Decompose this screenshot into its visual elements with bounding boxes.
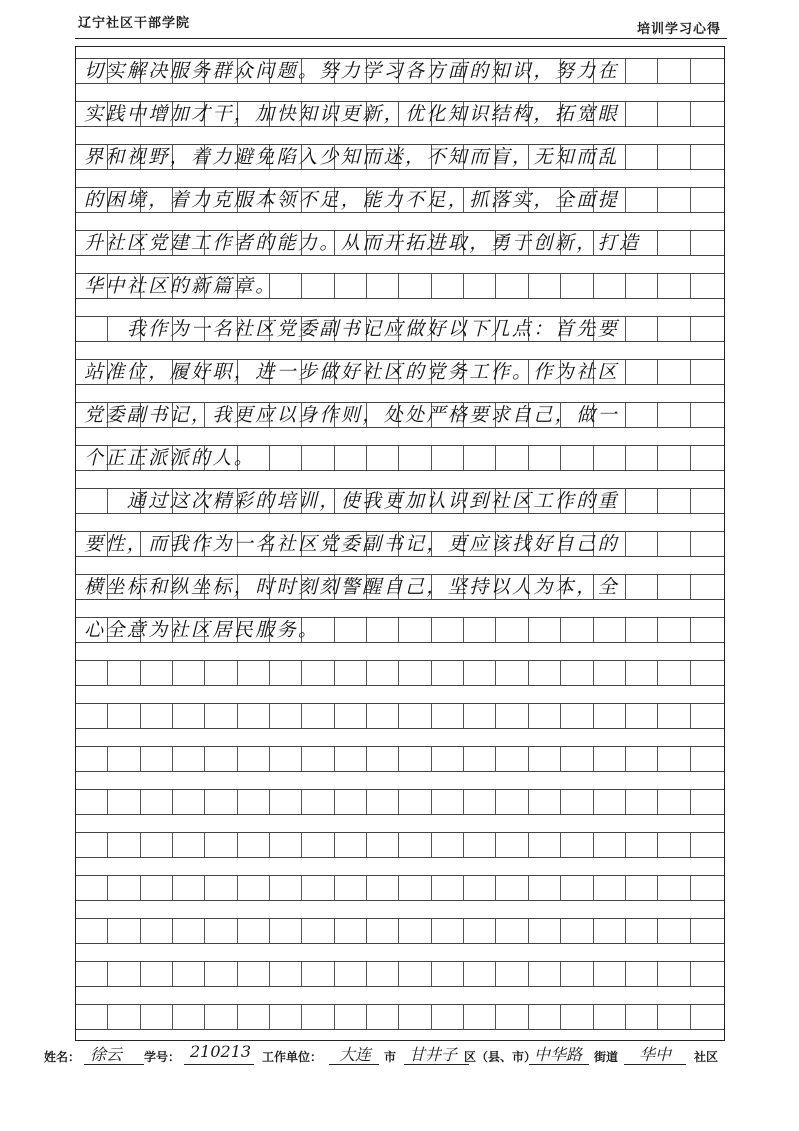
- city-label: 市: [384, 1050, 397, 1064]
- grid-cell: [399, 661, 431, 685]
- grid-cell: [626, 747, 658, 771]
- district-value: 甘井子: [409, 1045, 458, 1064]
- grid-cell: [464, 446, 496, 470]
- grid-cell: [173, 833, 205, 857]
- grid-cell: [238, 919, 270, 943]
- grid-cell: [691, 833, 723, 857]
- grid-cell: [496, 1005, 528, 1029]
- grid-cell: [367, 876, 399, 900]
- grid-cell: [432, 446, 464, 470]
- grid-cell: [464, 274, 496, 298]
- name-underline: [84, 1064, 144, 1065]
- community-value: 华中: [639, 1045, 672, 1064]
- grid-cell: [76, 661, 108, 685]
- grid-cell: [76, 747, 108, 771]
- grid-cell: [432, 962, 464, 986]
- grid-cell: [399, 704, 431, 728]
- grid-cell: [529, 833, 561, 857]
- grid-cell: [658, 59, 690, 83]
- student-id-value: 210213: [190, 1042, 252, 1061]
- grid-cell: [626, 403, 658, 427]
- grid-row: [76, 1004, 724, 1030]
- grid-row: [76, 875, 724, 901]
- grid-cell: [626, 360, 658, 384]
- grid-cell: [594, 618, 626, 642]
- street-label: 街道: [594, 1050, 619, 1064]
- grid-cell: [432, 661, 464, 685]
- grid-cell: [335, 274, 367, 298]
- grid-cell: [626, 446, 658, 470]
- grid-cell: [561, 661, 593, 685]
- grid-cell: [496, 876, 528, 900]
- grid-cell: [464, 919, 496, 943]
- grid-cell: [141, 1005, 173, 1029]
- grid-cell: [529, 274, 561, 298]
- grid-cell: [658, 790, 690, 814]
- grid-cell: [691, 403, 723, 427]
- grid-cell: [302, 274, 334, 298]
- grid-cell: [367, 833, 399, 857]
- grid-cell: [561, 274, 593, 298]
- grid-cell: [561, 704, 593, 728]
- grid-cell: [626, 489, 658, 513]
- grid-cell: [691, 59, 723, 83]
- grid-cell: [302, 446, 334, 470]
- grid-cell: [270, 747, 302, 771]
- essay-line: 华中社区的新篇章。: [84, 275, 277, 297]
- grid-cell: [367, 661, 399, 685]
- grid-cell: [691, 145, 723, 169]
- grid-cell: [691, 790, 723, 814]
- grid-cell: [270, 919, 302, 943]
- grid-row: [76, 961, 724, 987]
- grid-cell: [529, 704, 561, 728]
- grid-cell: [302, 747, 334, 771]
- grid-cell: [205, 790, 237, 814]
- grid-cell: [399, 919, 431, 943]
- grid-cell: [561, 919, 593, 943]
- grid-cell: [141, 790, 173, 814]
- grid-cell: [691, 317, 723, 341]
- grid-cell: [367, 704, 399, 728]
- essay-line: 通过这次精彩的培训，使我更加认识到社区工作的重: [84, 490, 620, 512]
- grid-cell: [691, 446, 723, 470]
- grid-cell: [432, 274, 464, 298]
- grid-cell: [529, 962, 561, 986]
- grid-cell: [691, 1005, 723, 1029]
- grid-cell: [496, 833, 528, 857]
- grid-cell: [691, 274, 723, 298]
- grid-cell: [76, 876, 108, 900]
- street-value: 中华路: [534, 1045, 583, 1064]
- grid-cell: [399, 1005, 431, 1029]
- grid-cell: [691, 704, 723, 728]
- grid-cell: [173, 962, 205, 986]
- grid-cell: [335, 446, 367, 470]
- grid-cell: [173, 1005, 205, 1029]
- grid-cell: [367, 618, 399, 642]
- grid-cell: [270, 704, 302, 728]
- grid-cell: [464, 962, 496, 986]
- grid-cell: [594, 747, 626, 771]
- grid-cell: [141, 747, 173, 771]
- grid-cell: [691, 532, 723, 556]
- grid-cell: [399, 618, 431, 642]
- grid-row: [76, 832, 724, 858]
- grid-cell: [658, 919, 690, 943]
- grid-cell: [76, 833, 108, 857]
- grid-cell: [205, 661, 237, 685]
- grid-cell: [691, 360, 723, 384]
- grid-cell: [691, 489, 723, 513]
- grid-cell: [76, 919, 108, 943]
- grid-cell: [529, 661, 561, 685]
- grid-cell: [529, 876, 561, 900]
- grid-cell: [432, 747, 464, 771]
- grid-cell: [367, 274, 399, 298]
- grid-cell: [270, 661, 302, 685]
- grid-cell: [626, 704, 658, 728]
- grid-cell: [691, 747, 723, 771]
- grid-cell: [270, 1005, 302, 1029]
- essay-line: 站准位，履好职，进一步做好社区的党务工作。作为社区: [84, 361, 620, 383]
- grid-cell: [335, 704, 367, 728]
- grid-cell: [205, 833, 237, 857]
- grid-cell: [270, 446, 302, 470]
- grid-cell: [432, 1005, 464, 1029]
- grid-cell: [594, 876, 626, 900]
- grid-cell: [335, 919, 367, 943]
- grid-cell: [626, 575, 658, 599]
- grid-cell: [561, 618, 593, 642]
- student-id-label: 学号：: [144, 1050, 181, 1064]
- grid-cell: [594, 833, 626, 857]
- grid-cell: [594, 704, 626, 728]
- grid-cell: [626, 274, 658, 298]
- grid-cell: [658, 403, 690, 427]
- grid-cell: [594, 1005, 626, 1029]
- grid-cell: [108, 876, 140, 900]
- grid-cell: [626, 1005, 658, 1029]
- grid-cell: [691, 919, 723, 943]
- community-underline: [624, 1064, 686, 1065]
- essay-line: 切实解决服务群众问题。努力学习各方面的知识，努力在: [84, 60, 620, 82]
- grid-cell: [205, 1005, 237, 1029]
- grid-cell: [529, 618, 561, 642]
- grid-cell: [529, 1005, 561, 1029]
- grid-cell: [561, 747, 593, 771]
- grid-cell: [496, 618, 528, 642]
- essay-line: 界和视野，着力避免陷入少知而迷，不知而盲，无知而乱: [84, 146, 620, 168]
- grid-cell: [335, 833, 367, 857]
- street-underline: [529, 1064, 589, 1065]
- grid-cell: [141, 704, 173, 728]
- grid-cell: [658, 1005, 690, 1029]
- grid-cell: [594, 962, 626, 986]
- grid-cell: [529, 446, 561, 470]
- grid-cell: [173, 876, 205, 900]
- grid-cell: [335, 618, 367, 642]
- essay-line: 实践中增加才干，加快知识更新，优化知识结构，拓宽眼: [84, 103, 620, 125]
- grid-cell: [367, 962, 399, 986]
- grid-cell: [626, 833, 658, 857]
- grid-cell: [658, 102, 690, 126]
- grid-cell: [399, 446, 431, 470]
- name-value: 徐云: [90, 1045, 123, 1064]
- essay-line: 横坐标和纵坐标，时时刻刻警醒自己，坚持以人为本，全: [84, 576, 620, 598]
- grid-cell: [270, 833, 302, 857]
- grid-cell: [399, 962, 431, 986]
- grid-cell: [658, 489, 690, 513]
- grid-cell: [141, 661, 173, 685]
- grid-cell: [76, 962, 108, 986]
- grid-cell: [626, 145, 658, 169]
- grid-cell: [594, 790, 626, 814]
- grid-cell: [335, 1005, 367, 1029]
- institution-name: 辽宁社区干部学院: [78, 16, 191, 31]
- essay-line: 的困境，着力克服本领不足，能力不足，抓落实，全面提: [84, 189, 620, 211]
- grid-cell: [464, 833, 496, 857]
- header-divider: [75, 38, 727, 39]
- essay-line: 个正正派派的人。: [84, 447, 256, 469]
- grid-cell: [432, 790, 464, 814]
- grid-cell: [141, 876, 173, 900]
- grid-cell: [173, 747, 205, 771]
- grid-cell: [173, 661, 205, 685]
- essay-line: 心全意为社区居民服务。: [84, 619, 320, 641]
- grid-cell: [173, 704, 205, 728]
- grid-cell: [302, 876, 334, 900]
- grid-cell: [626, 59, 658, 83]
- grid-cell: [496, 704, 528, 728]
- grid-cell: [335, 790, 367, 814]
- grid-cell: [691, 188, 723, 212]
- grid-cell: [108, 747, 140, 771]
- grid-cell: [496, 919, 528, 943]
- grid-cell: [626, 188, 658, 212]
- grid-cell: [658, 618, 690, 642]
- grid-cell: [302, 704, 334, 728]
- grid-cell: [626, 102, 658, 126]
- grid-cell: [302, 790, 334, 814]
- grid-cell: [658, 575, 690, 599]
- grid-cell: [270, 876, 302, 900]
- grid-row: [76, 660, 724, 686]
- grid-cell: [238, 790, 270, 814]
- grid-cell: [205, 962, 237, 986]
- grid-cell: [658, 317, 690, 341]
- grid-cell: [626, 317, 658, 341]
- grid-cell: [399, 274, 431, 298]
- district-underline: [404, 1064, 469, 1065]
- grid-cell: [496, 962, 528, 986]
- district-label: 区（县、市）: [464, 1050, 537, 1064]
- grid-cell: [76, 1005, 108, 1029]
- grid-cell: [173, 919, 205, 943]
- grid-cell: [561, 833, 593, 857]
- grid-cell: [432, 919, 464, 943]
- grid-cell: [658, 274, 690, 298]
- grid-cell: [594, 274, 626, 298]
- grid-cell: [76, 704, 108, 728]
- grid-cell: [108, 962, 140, 986]
- grid-cell: [464, 790, 496, 814]
- grid-cell: [432, 618, 464, 642]
- grid-cell: [108, 919, 140, 943]
- grid-cell: [205, 747, 237, 771]
- grid-row: [76, 746, 724, 772]
- grid-cell: [367, 747, 399, 771]
- grid-cell: [658, 833, 690, 857]
- grid-cell: [335, 962, 367, 986]
- grid-cell: [658, 532, 690, 556]
- grid-cell: [108, 833, 140, 857]
- grid-cell: [691, 876, 723, 900]
- grid-cell: [561, 1005, 593, 1029]
- grid-cell: [691, 231, 723, 255]
- student-id-underline: [184, 1064, 254, 1065]
- community-label: 社区: [694, 1050, 719, 1064]
- grid-cell: [464, 1005, 496, 1029]
- grid-cell: [173, 790, 205, 814]
- grid-cell: [496, 661, 528, 685]
- grid-cell: [561, 962, 593, 986]
- grid-cell: [367, 790, 399, 814]
- grid-cell: [496, 274, 528, 298]
- grid-cell: [561, 876, 593, 900]
- grid-cell: [658, 962, 690, 986]
- grid-cell: [205, 704, 237, 728]
- grid-cell: [658, 145, 690, 169]
- grid-cell: [658, 876, 690, 900]
- page-header: [0, 0, 799, 44]
- grid-cell: [367, 919, 399, 943]
- grid-cell: [399, 747, 431, 771]
- grid-cell: [302, 833, 334, 857]
- grid-cell: [626, 876, 658, 900]
- grid-cell: [464, 876, 496, 900]
- footer-info: [44, 1040, 764, 1070]
- grid-cell: [335, 876, 367, 900]
- grid-cell: [658, 661, 690, 685]
- name-label: 姓名：: [44, 1050, 81, 1064]
- grid-cell: [626, 962, 658, 986]
- grid-cell: [302, 661, 334, 685]
- grid-cell: [529, 790, 561, 814]
- grid-cell: [205, 919, 237, 943]
- essay-line: 我作为一名社区党委副书记应做好以下几点：首先要: [84, 318, 620, 340]
- grid-cell: [658, 188, 690, 212]
- grid-cell: [529, 747, 561, 771]
- grid-cell: [76, 790, 108, 814]
- grid-cell: [691, 618, 723, 642]
- grid-cell: [464, 747, 496, 771]
- grid-cell: [529, 919, 561, 943]
- grid-cell: [691, 661, 723, 685]
- grid-cell: [594, 446, 626, 470]
- grid-cell: [335, 661, 367, 685]
- grid-cell: [658, 747, 690, 771]
- grid-cell: [238, 1005, 270, 1029]
- grid-cell: [496, 747, 528, 771]
- grid-cell: [238, 833, 270, 857]
- grid-cell: [432, 833, 464, 857]
- grid-cell: [238, 962, 270, 986]
- city-underline: [329, 1064, 379, 1065]
- grid-cell: [141, 919, 173, 943]
- grid-cell: [464, 704, 496, 728]
- essay-line: 党委副书记，我更应以身作则，处处严格要求自己，做一: [84, 404, 620, 426]
- grid-cell: [108, 790, 140, 814]
- grid-cell: [626, 919, 658, 943]
- grid-cell: [691, 962, 723, 986]
- grid-cell: [238, 704, 270, 728]
- grid-cell: [238, 747, 270, 771]
- document-type: 培训学习心得: [636, 22, 721, 37]
- grid-cell: [432, 876, 464, 900]
- grid-cell: [399, 876, 431, 900]
- grid-cell: [141, 962, 173, 986]
- grid-cell: [108, 1005, 140, 1029]
- grid-cell: [270, 962, 302, 986]
- grid-cell: [108, 661, 140, 685]
- grid-cell: [141, 833, 173, 857]
- grid-cell: [658, 231, 690, 255]
- city-value: 大连: [339, 1045, 372, 1064]
- grid-cell: [464, 618, 496, 642]
- grid-cell: [658, 360, 690, 384]
- grid-cell: [367, 1005, 399, 1029]
- grid-row: [76, 703, 724, 729]
- essay-line: 升社区党建工作者的能力。从而开拓进取，勇于创新，打造: [84, 232, 641, 254]
- grid-cell: [302, 1005, 334, 1029]
- grid-cell: [432, 704, 464, 728]
- grid-cell: [238, 876, 270, 900]
- grid-cell: [626, 618, 658, 642]
- grid-cell: [658, 446, 690, 470]
- grid-cell: [691, 575, 723, 599]
- grid-cell: [561, 446, 593, 470]
- grid-cell: [399, 833, 431, 857]
- grid-cell: [496, 790, 528, 814]
- grid-cell: [205, 876, 237, 900]
- grid-cell: [302, 962, 334, 986]
- grid-cell: [594, 661, 626, 685]
- grid-cell: [302, 919, 334, 943]
- grid-cell: [561, 790, 593, 814]
- grid-cell: [691, 102, 723, 126]
- grid-cell: [399, 790, 431, 814]
- grid-cell: [270, 790, 302, 814]
- grid-cell: [238, 661, 270, 685]
- grid-cell: [496, 446, 528, 470]
- grid-cell: [658, 704, 690, 728]
- grid-row: [76, 789, 724, 815]
- work-unit-label: 工作单位：: [262, 1050, 323, 1064]
- grid-cell: [594, 919, 626, 943]
- grid-cell: [335, 747, 367, 771]
- grid-cell: [626, 790, 658, 814]
- grid-cell: [626, 661, 658, 685]
- grid-row: [76, 918, 724, 944]
- grid-cell: [626, 532, 658, 556]
- essay-line: 要性，而我作为一名社区党委副书记，更应该找好自己的: [84, 533, 620, 555]
- grid-cell: [108, 704, 140, 728]
- grid-cell: [464, 661, 496, 685]
- grid-cell: [367, 446, 399, 470]
